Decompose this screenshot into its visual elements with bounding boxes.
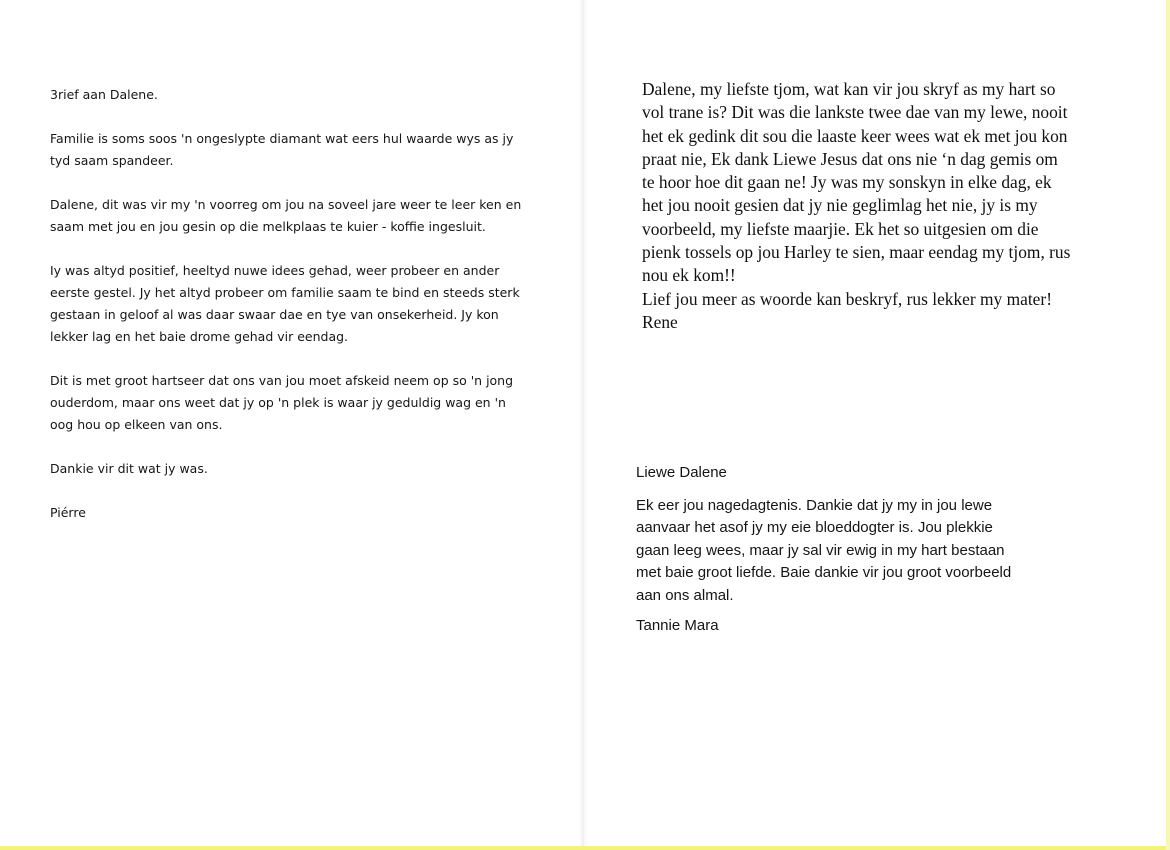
paragraph [50,128,530,172]
letter-line: Lief jou meer as woorde kan beskryf, rus lekker my mater! [642,288,1052,309]
paragraph-line: saam met jou en jou gesin op die melkplaas te kuier - koffie ingesluit. [50,219,486,234]
letter-line: het ek gedink dit sou die laaste keer wees wat ek met jou kon [642,125,1068,146]
letter-line: gaan leeg wees, maar jy sal vir ewig in my hart bestaan [636,541,1005,559]
paragraph-line: tyd saam spandeer. [50,153,174,168]
scan-edge-right [1166,0,1170,850]
letter-pierre [50,84,530,546]
letter-line: nou ek kom!! [642,265,736,286]
scan-edge-bottom [0,846,1170,850]
letter-body [636,495,1076,608]
letter-line: het jou nooit gesien dat jy nie geglimlag het nie, jy is my [642,195,1038,216]
paragraph-line: lekker lag en het baie drome gehad vir eendag. [50,329,349,344]
paragraph-line: Iy was altyd positief, heeltyd nuwe idees gehad, weer probeer en ander [50,263,500,278]
letter-line: praat nie, Ek dank Liewe Jesus dat ons nie ‘n dag gemis om [642,148,1058,169]
letter-line: Ek eer jou nagedagtenis. Dankie dat jy my in jou lewe [636,496,993,514]
paragraph-line: oog hou op elkeen van ons. [50,417,223,432]
letter-title-block [50,84,530,106]
letter-line: aanvaar het asof jy my eie bloeddogter is. Jou plekkie [636,519,993,536]
paragraph [50,370,530,436]
page-fold [578,0,588,850]
paragraph-line: gestaan in geloof al was daar swaar dae en tye van onsekerheid. Jy kon [50,307,499,322]
letter-line: Dalene, my liefste tjom, wat kan vir jou skryf as my hart so [642,79,1056,99]
greeting-block [636,462,1076,485]
paragraph-line: ouderdom, maar ons weet dat jy op 'n plek is waar jy geduldig wag en 'n [50,395,506,410]
letter-line: aan ons almal. [636,586,734,604]
greeting: Liewe Dalene [636,464,727,481]
letter-line: vol trane is? Dit was die lankste twee dae van my lewe, nooit [642,102,1068,123]
signature: Tannie Mara [636,617,719,634]
letter-line: pienk tossels op jou Harley te sien, maar eendag my tjom, rus [642,242,1071,263]
paragraph [50,458,530,480]
paragraph-line: Dankie vir dit wat jy was. [50,461,208,476]
signature-block [50,502,530,524]
letter-line: voorbeeld, my liefste maarjie. Ek het so uitgesien om die [642,218,1039,239]
paragraph [50,194,530,238]
signature: Rene [642,311,678,332]
letter-line: te hoor hoe dit gaan ne! Jy was my sonskyn in elke dag, ek [642,172,1052,193]
paragraph-line: Familie is soms soos 'n ongeslypte diamant wat eers hul waarde wys as jy [50,131,514,146]
paragraph [50,260,530,348]
paragraph-line: Dalene, dit was vir my 'n voorreg om jou na soveel jare weer te leer ken en [50,197,522,212]
letter-line: met baie groot liefde. Baie dankie vir jou groot voorbeeld [636,564,1012,581]
signature: Piérre [50,505,86,520]
paragraph-line: eerste gestel. Jy het altyd probeer om familie saam te bind en steeds sterk [50,285,520,300]
letter-rene [642,78,1082,334]
paragraph-line: Dit is met groot hartseer dat ons van jou moet afskeid neem op so 'n jong [50,373,514,388]
letter-title: 3rief aan Dalene. [50,87,158,102]
letter-tannie-mara [636,462,1076,638]
